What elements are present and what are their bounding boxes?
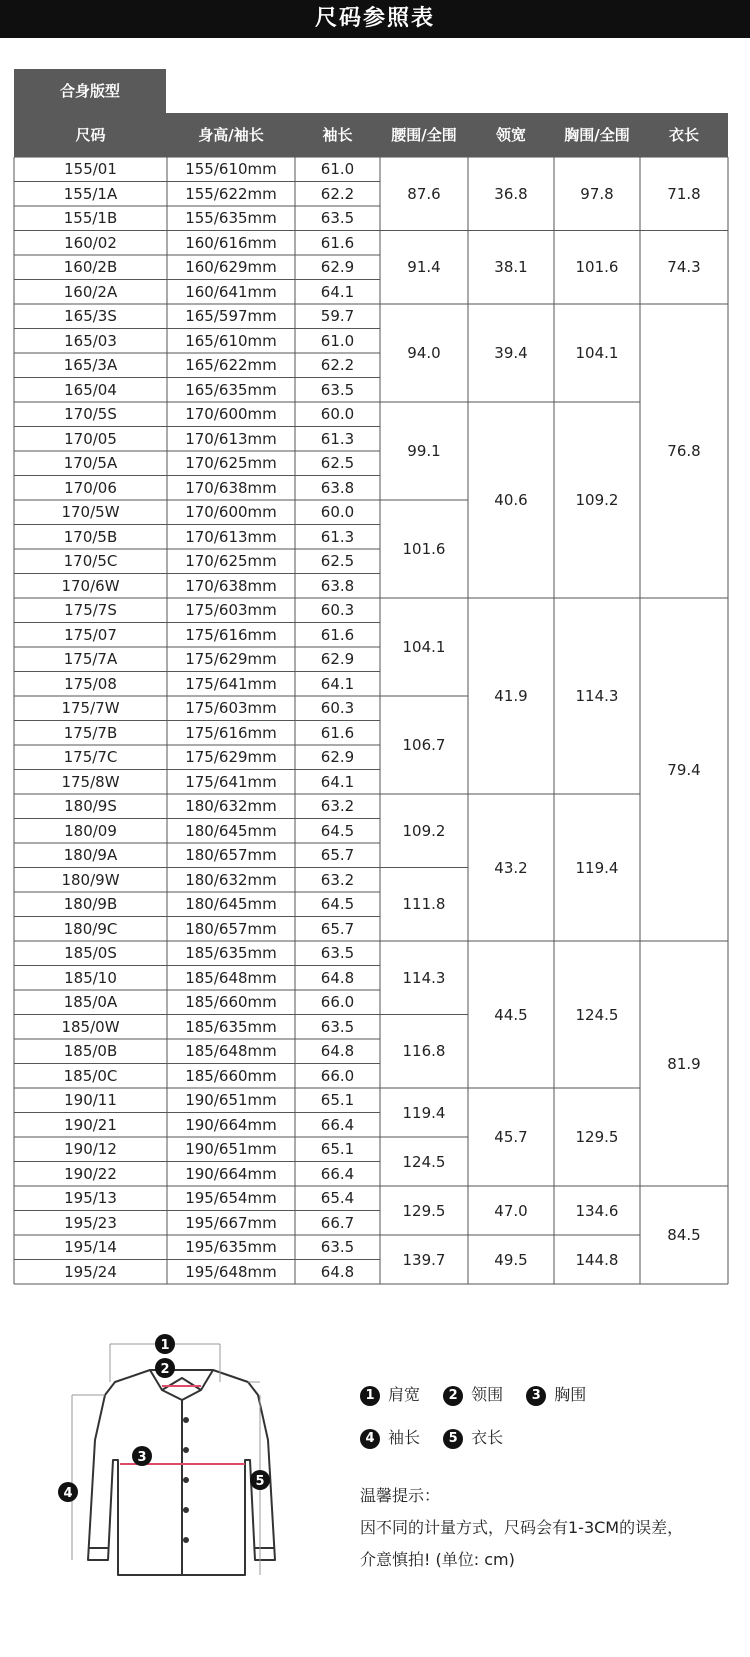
height-sleeve-cell: 175/616mm	[185, 625, 277, 644]
size-cell: 175/7W	[61, 699, 120, 718]
chest-cell: 124.5	[575, 1005, 619, 1024]
sleeve-cell: 63.5	[320, 1238, 355, 1257]
size-cell: 155/1A	[63, 184, 118, 203]
size-cell: 195/24	[64, 1262, 117, 1281]
sleeve-cell: 62.2	[320, 184, 355, 203]
sleeve-cell: 62.9	[320, 650, 355, 669]
sleeve-cell: 66.7	[320, 1213, 355, 1232]
length-cell: 84.5	[667, 1226, 701, 1244]
size-cell: 180/09	[64, 821, 117, 840]
header-cell: 腰围/全围	[391, 126, 457, 144]
height-sleeve-cell: 170/613mm	[185, 527, 277, 546]
sleeve-cell: 64.8	[320, 1042, 355, 1061]
waist-cell: 119.4	[402, 1103, 446, 1122]
height-sleeve-cell: 155/610mm	[185, 160, 277, 179]
sleeve-cell: 65.1	[320, 1140, 355, 1159]
legend-label: 肩宽	[388, 1385, 421, 1404]
collar-cell: 39.4	[494, 344, 528, 362]
height-sleeve-cell: 195/654mm	[185, 1189, 277, 1208]
waist-cell: 91.4	[407, 258, 441, 277]
sleeve-cell: 64.8	[320, 968, 355, 987]
tips-heading: 温馨提示：	[360, 1486, 441, 1505]
height-sleeve-cell: 190/651mm	[185, 1091, 277, 1110]
collar-cell: 47.0	[494, 1201, 528, 1220]
size-cell: 175/8W	[61, 772, 120, 791]
chest-cell: 104.1	[575, 344, 619, 362]
height-sleeve-cell: 185/648mm	[185, 968, 277, 987]
size-cell: 170/06	[64, 478, 117, 497]
collar-cell: 36.8	[494, 184, 528, 203]
collar-cell: 45.7	[494, 1128, 528, 1146]
legend-badge: 3	[526, 1386, 546, 1406]
height-sleeve-cell: 195/667mm	[185, 1213, 277, 1232]
size-cell: 180/9S	[64, 797, 117, 816]
waist-cell: 104.1	[402, 638, 446, 656]
chest-cell: 144.8	[575, 1250, 619, 1269]
height-sleeve-cell: 175/641mm	[185, 674, 277, 693]
header-cell: 身高/袖长	[198, 126, 264, 144]
height-sleeve-cell: 180/632mm	[185, 870, 277, 889]
size-cell: 165/3S	[64, 307, 117, 326]
height-sleeve-cell: 190/664mm	[185, 1164, 277, 1183]
length-cell: 74.3	[667, 258, 701, 277]
sleeve-cell: 63.5	[320, 209, 355, 228]
height-sleeve-cell: 185/660mm	[185, 993, 277, 1012]
sleeve-cell: 65.7	[320, 846, 355, 865]
sleeve-cell: 65.7	[320, 919, 355, 938]
sleeve-cell: 64.1	[320, 674, 355, 693]
size-cell: 160/02	[64, 233, 117, 252]
length-cell: 81.9	[667, 1054, 701, 1073]
sleeve-cell: 61.0	[320, 160, 355, 179]
legend-label: 衣长	[471, 1428, 504, 1447]
height-sleeve-cell: 170/638mm	[185, 478, 277, 497]
height-sleeve-cell: 185/635mm	[185, 944, 277, 963]
sleeve-cell: 63.5	[320, 944, 355, 963]
sleeve-cell: 62.2	[320, 356, 355, 375]
height-sleeve-cell: 165/635mm	[185, 380, 277, 399]
collar-cell: 40.6	[494, 491, 528, 509]
height-sleeve-cell: 170/625mm	[185, 552, 277, 571]
height-sleeve-cell: 185/660mm	[185, 1066, 277, 1085]
length-cell: 76.8	[667, 442, 701, 460]
legend-badge: 4	[360, 1429, 380, 1449]
legend-label: 胸围	[554, 1385, 587, 1404]
size-cell: 170/5A	[63, 454, 118, 473]
height-sleeve-cell: 185/635mm	[185, 1017, 277, 1036]
size-cell: 175/07	[64, 625, 117, 644]
size-cell: 160/2A	[63, 282, 118, 301]
waist-cell: 99.1	[407, 442, 441, 460]
sleeve-cell: 62.9	[320, 748, 355, 767]
waist-cell: 111.8	[402, 895, 446, 914]
sleeve-cell: 64.5	[320, 895, 355, 914]
sleeve-cell: 61.6	[320, 625, 355, 644]
sleeve-cell: 59.7	[320, 307, 355, 326]
size-cell: 185/0C	[63, 1066, 118, 1085]
sleeve-cell: 63.5	[320, 380, 355, 399]
height-sleeve-cell: 170/625mm	[185, 454, 277, 473]
size-cell: 185/0A	[63, 993, 118, 1012]
height-sleeve-cell: 155/635mm	[185, 209, 277, 228]
waist-cell: 124.5	[402, 1152, 446, 1171]
header-cell: 袖长	[322, 126, 353, 144]
height-sleeve-cell: 180/645mm	[185, 821, 277, 840]
sleeve-cell: 65.1	[320, 1091, 355, 1110]
sleeve-cell: 66.0	[320, 1066, 355, 1085]
height-sleeve-cell: 185/648mm	[185, 1042, 277, 1061]
size-cell: 170/5W	[61, 503, 120, 522]
size-cell: 170/6W	[61, 576, 120, 595]
size-cell: 185/0S	[64, 944, 117, 963]
chest-cell: 109.2	[575, 491, 619, 509]
height-sleeve-cell: 195/635mm	[185, 1238, 277, 1257]
height-sleeve-cell: 175/641mm	[185, 772, 277, 791]
legend-line-1	[360, 1382, 604, 1406]
height-sleeve-cell: 160/616mm	[185, 233, 277, 252]
waist-cell: 114.3	[402, 968, 446, 987]
size-cell: 155/1B	[63, 209, 118, 228]
height-sleeve-cell: 195/648mm	[185, 1262, 277, 1281]
height-sleeve-cell: 155/622mm	[185, 184, 277, 203]
sleeve-cell: 62.9	[320, 258, 355, 277]
height-sleeve-cell: 180/645mm	[185, 895, 277, 914]
height-sleeve-cell: 175/616mm	[185, 723, 277, 742]
sleeve-cell: 61.3	[320, 527, 355, 546]
chest-cell: 119.4	[575, 858, 619, 877]
chest-cell: 97.8	[580, 184, 614, 203]
sleeve-cell: 61.6	[320, 723, 355, 742]
size-cell: 185/0W	[61, 1017, 120, 1036]
size-cell: 195/23	[64, 1213, 117, 1232]
table-header-row	[14, 113, 728, 157]
header-cell: 衣长	[668, 126, 699, 144]
waist-cell: 109.2	[402, 821, 446, 840]
waist-cell: 101.6	[402, 540, 446, 558]
sleeve-cell: 66.4	[320, 1164, 355, 1183]
collar-cell: 43.2	[494, 858, 528, 877]
size-cell: 195/14	[64, 1238, 117, 1257]
size-cell: 175/08	[64, 674, 117, 693]
height-sleeve-cell: 180/657mm	[185, 919, 277, 938]
chest-cell: 114.3	[575, 687, 619, 705]
sleeve-cell: 64.1	[320, 772, 355, 791]
legend-badge: 1	[360, 1386, 380, 1406]
sleeve-cell: 60.0	[320, 503, 355, 522]
size-cell: 170/5B	[63, 527, 118, 546]
tips-line-1: 因不同的计量方式，尺码会有1-3CM的误差，	[360, 1518, 684, 1537]
height-sleeve-cell: 180/632mm	[185, 797, 277, 816]
size-cell: 165/03	[64, 331, 117, 350]
sleeve-cell: 61.3	[320, 429, 355, 448]
legend-line-2	[360, 1425, 521, 1449]
page-title: 尺码参照表	[0, 0, 750, 38]
marker-5: 5	[255, 1474, 265, 1489]
sleeve-cell: 62.5	[320, 454, 355, 473]
marker-1: 1	[160, 1338, 170, 1353]
size-cell: 155/01	[64, 160, 117, 179]
collar-cell: 38.1	[494, 258, 528, 277]
size-cell: 190/21	[64, 1115, 117, 1134]
collar-cell: 41.9	[494, 687, 528, 705]
size-cell: 160/2B	[63, 258, 118, 277]
height-sleeve-cell: 170/600mm	[185, 405, 277, 424]
sleeve-cell: 64.8	[320, 1262, 355, 1281]
chest-cell: 129.5	[575, 1128, 619, 1146]
sleeve-cell: 63.8	[320, 478, 355, 497]
height-sleeve-cell: 165/610mm	[185, 331, 277, 350]
size-cell: 180/9W	[61, 870, 120, 889]
sleeve-cell: 63.2	[320, 797, 355, 816]
height-sleeve-cell: 160/641mm	[185, 282, 277, 301]
size-cell: 180/9A	[63, 846, 118, 865]
sleeve-cell: 63.5	[320, 1017, 355, 1036]
waist-cell: 129.5	[402, 1201, 446, 1220]
collar-cell: 44.5	[494, 1005, 528, 1024]
sleeve-cell: 61.0	[320, 331, 355, 350]
sleeve-cell: 66.0	[320, 993, 355, 1012]
legend-label: 袖长	[388, 1428, 421, 1447]
header-cell: 胸围/全围	[564, 126, 630, 144]
marker-3: 3	[137, 1450, 147, 1465]
sleeve-cell: 64.1	[320, 282, 355, 301]
size-cell: 175/7S	[64, 601, 117, 620]
header-cell: 尺码	[75, 126, 106, 144]
size-cell: 185/0B	[63, 1042, 118, 1061]
shirt-diagram	[50, 1320, 280, 1590]
size-cell: 175/7B	[63, 723, 118, 742]
height-sleeve-cell: 175/629mm	[185, 650, 277, 669]
size-cell: 190/22	[64, 1164, 117, 1183]
height-sleeve-cell: 165/622mm	[185, 356, 277, 375]
waist-cell: 87.6	[407, 184, 441, 203]
size-cell: 195/13	[64, 1189, 117, 1208]
sleeve-cell: 61.6	[320, 233, 355, 252]
tips-line-2: 介意慎拍! (单位: cm)	[360, 1550, 515, 1569]
sleeve-cell: 60.3	[320, 601, 355, 620]
collar-cell: 49.5	[494, 1250, 528, 1269]
size-cell: 170/05	[64, 429, 117, 448]
chest-cell: 101.6	[575, 258, 619, 277]
size-cell: 165/3A	[63, 356, 118, 375]
size-cell: 180/9B	[63, 895, 118, 914]
height-sleeve-cell: 175/603mm	[185, 699, 277, 718]
waist-cell: 139.7	[402, 1250, 446, 1269]
size-cell: 190/12	[64, 1140, 117, 1159]
height-sleeve-cell: 165/597mm	[185, 307, 277, 326]
height-sleeve-cell: 170/600mm	[185, 503, 277, 522]
marker-4: 4	[63, 1486, 73, 1501]
size-cell: 165/04	[64, 380, 117, 399]
legend-label: 领围	[471, 1385, 504, 1404]
header-cell: 领宽	[495, 126, 526, 144]
height-sleeve-cell: 175/629mm	[185, 748, 277, 767]
legend-badge: 5	[443, 1429, 463, 1449]
size-cell: 175/7C	[63, 748, 118, 767]
length-cell: 71.8	[667, 184, 701, 203]
legend-badge: 2	[443, 1386, 463, 1406]
waist-cell: 116.8	[402, 1042, 446, 1061]
fit-type-tab: 合身版型	[14, 69, 166, 113]
sleeve-cell: 63.2	[320, 870, 355, 889]
marker-2: 2	[160, 1362, 170, 1377]
height-sleeve-cell: 170/638mm	[185, 576, 277, 595]
sleeve-cell: 62.5	[320, 552, 355, 571]
height-sleeve-cell: 160/629mm	[185, 258, 277, 277]
size-cell: 180/9C	[63, 919, 118, 938]
size-cell: 185/10	[64, 968, 117, 987]
chest-cell: 134.6	[575, 1201, 619, 1220]
height-sleeve-cell: 190/664mm	[185, 1115, 277, 1134]
length-cell: 79.4	[667, 760, 701, 779]
size-cell: 170/5C	[63, 552, 118, 571]
height-sleeve-cell: 190/651mm	[185, 1140, 277, 1159]
sleeve-cell: 63.8	[320, 576, 355, 595]
size-cell: 190/11	[64, 1091, 117, 1110]
height-sleeve-cell: 175/603mm	[185, 601, 277, 620]
size-cell: 175/7A	[63, 650, 118, 669]
waist-cell: 94.0	[407, 344, 441, 362]
sleeve-cell: 60.0	[320, 405, 355, 424]
height-sleeve-cell: 180/657mm	[185, 846, 277, 865]
waist-cell: 106.7	[402, 736, 446, 754]
size-cell: 170/5S	[64, 405, 117, 424]
sleeve-cell: 64.5	[320, 821, 355, 840]
sleeve-cell: 66.4	[320, 1115, 355, 1134]
sleeve-cell: 60.3	[320, 699, 355, 718]
sleeve-cell: 65.4	[320, 1189, 355, 1208]
height-sleeve-cell: 170/613mm	[185, 429, 277, 448]
